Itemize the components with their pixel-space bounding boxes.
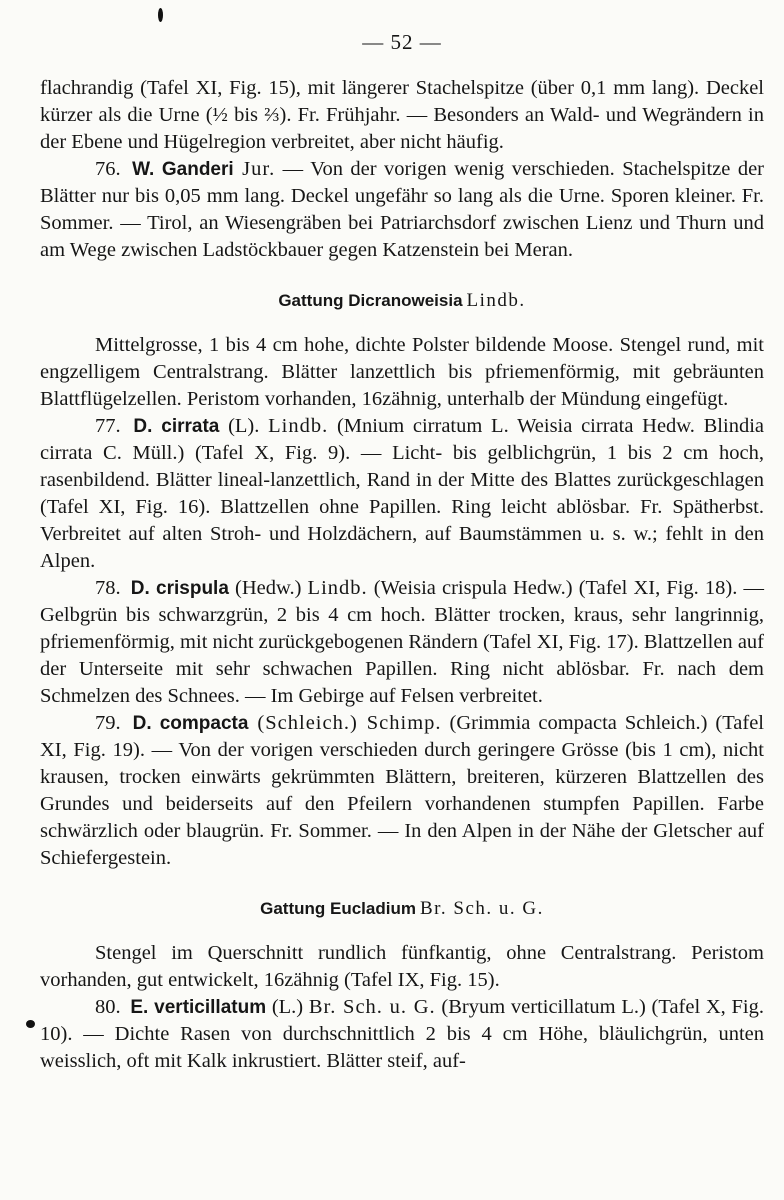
entry-number: 78. bbox=[95, 577, 127, 599]
page-body bbox=[40, 75, 764, 1075]
text-run: (L.) bbox=[266, 996, 309, 1018]
entry-number: 80. bbox=[95, 996, 127, 1018]
author-citation: Lindb. bbox=[307, 577, 368, 599]
text-run: (Mnium cirratum L. Weisia cirrata Hedw. Blindia cirrata C. Müll.) (Tafel X, Fig. 9). — Licht- bis gelblichgrün, 1 bis 2 cm hoch, rasenbildend. Blätter lineal-lanzettlich, Rand in der Mitte des Blattes zurückgeschlagen (Tafel XI, Fig. 16). Blattzellen ohne Papillen. Ring leicht ablösbar. Fr. Spätherbst. Verbreitet auf alten Stroh- und Holzdächern, auf Baumstämmen u. s. w.; fehlt in den Alpen. bbox=[40, 415, 764, 572]
genus-heading bbox=[40, 898, 764, 920]
paragraph bbox=[40, 710, 764, 872]
paragraph bbox=[40, 940, 764, 994]
text-run: Mittelgrosse, 1 bis 4 cm hohe, dichte Polster bildende Moose. Stengel rund, mit engzelligem Centralstrang. Blätter lanzettlich bis pfriemenförmig, mit gebräunten Blattflügelzellen. Peristom vorhanden, 16zähnig, unterhalb der Mündung eingefügt. bbox=[40, 334, 764, 410]
genus-name: Gattung Dicranoweisia bbox=[278, 291, 463, 310]
paragraph bbox=[40, 332, 764, 413]
species-name: D. compacta bbox=[132, 713, 249, 734]
text-run: (Bryum verticillatum L.) (Tafel X, Fig. 10). — Dichte Rasen von durchschnittlich 2 bis 4 cm Höhe, bläulichgrün, unten weisslich, oft mit Kalk inkrustiert. Blätter steif, auf- bbox=[40, 996, 764, 1072]
paragraph bbox=[40, 413, 764, 575]
ink-speck-top bbox=[158, 8, 163, 22]
genus-name: Gattung Eucladium bbox=[260, 899, 416, 918]
paragraph bbox=[40, 75, 764, 156]
text-run: (Weisia crispula Hedw.) (Tafel XI, Fig. 18). — Gelbgrün bis schwarzgrün, 2 bis 4 cm hoch. Blätter trocken, kraus, sehr langrinnig, pfriemenförmig, mit nicht zurückgebogenen Rändern (Tafel XI, Fig. 17). Blattzellen auf der Unterseite mit sehr schwachen Papillen. Ring nicht ablösbar. Fr. nach dem Schmelzen des Schnees. — Im Gebirge auf Felsen verbreitet. bbox=[40, 577, 764, 707]
text-run: (Grimmia compacta Schleich.) (Tafel XI, Fig. 19). — Von der vorigen verschieden durch geringere Grösse (bis 1 cm), nicht krausen, trocken einwärts gekrümmten Blättern, breiteren, kürzeren Blattzellen des Grundes und beiderseits auf den Pfeilern vorhandenen stumpfen Papillen. Farbe schwärzlich oder blaugrün. Fr. Sommer. — In den Alpen in der Nähe der Gletscher auf Schiefergestein. bbox=[40, 712, 765, 869]
text-run: (L). bbox=[219, 415, 269, 437]
entry-number: 76. bbox=[95, 158, 129, 180]
author-citation: Br. Sch. u. G. bbox=[308, 996, 436, 1018]
genus-author: Br. Sch. u. G. bbox=[419, 898, 544, 919]
paragraph bbox=[40, 994, 764, 1075]
author-citation: (Schleich.) Schimp. bbox=[248, 712, 442, 734]
entry-number: 77. bbox=[95, 415, 130, 437]
text-run: (Hedw.) bbox=[228, 577, 308, 599]
ink-speck-margin bbox=[26, 1020, 35, 1028]
species-name: D. cirrata bbox=[133, 416, 220, 437]
paragraph bbox=[40, 575, 764, 710]
paragraph bbox=[40, 156, 764, 264]
species-name: D. crispula bbox=[130, 578, 229, 599]
genus-heading bbox=[40, 290, 764, 312]
text-run: flachrandig (Tafel XI, Fig. 15), mit längerer Stachelspitze (über 0,1 mm lang). Deckel kürzer als die Urne (½ bis ⅔). Fr. Frühjahr. — Besonders an Wald- und Wegrändern in der Ebene und Hügelregion verbreitet, aber nicht häufig. bbox=[40, 77, 764, 153]
document-page bbox=[40, 30, 764, 1075]
author-citation: Jur. bbox=[233, 158, 276, 180]
author-citation: Lindb. bbox=[268, 415, 329, 437]
species-name: W. Ganderi bbox=[132, 159, 234, 180]
text-run: — Von der vorigen wenig verschieden. Stachelspitze der Blätter nur bis 0,05 mm lang. Deckel ungefähr so lang als die Urne. Sporen kleiner. Fr. Sommer. — Tirol, an Wiesengräben bei Patriarchsdorf zwischen Lienz und Thurn und am Wege zwischen Ladstöckbauer gegen Katzenstein bei Meran. bbox=[40, 158, 764, 261]
text-run: Stengel im Querschnitt rundlich fünfkantig, ohne Centralstrang. Peristom vorhanden, gut entwickelt, 16zähnig (Tafel IX, Fig. 15). bbox=[40, 942, 764, 991]
genus-author: Lindb. bbox=[466, 290, 526, 311]
species-name: E. verticillatum bbox=[130, 997, 267, 1018]
page-number: — 52 — bbox=[362, 30, 442, 54]
entry-number: 79. bbox=[95, 712, 129, 734]
